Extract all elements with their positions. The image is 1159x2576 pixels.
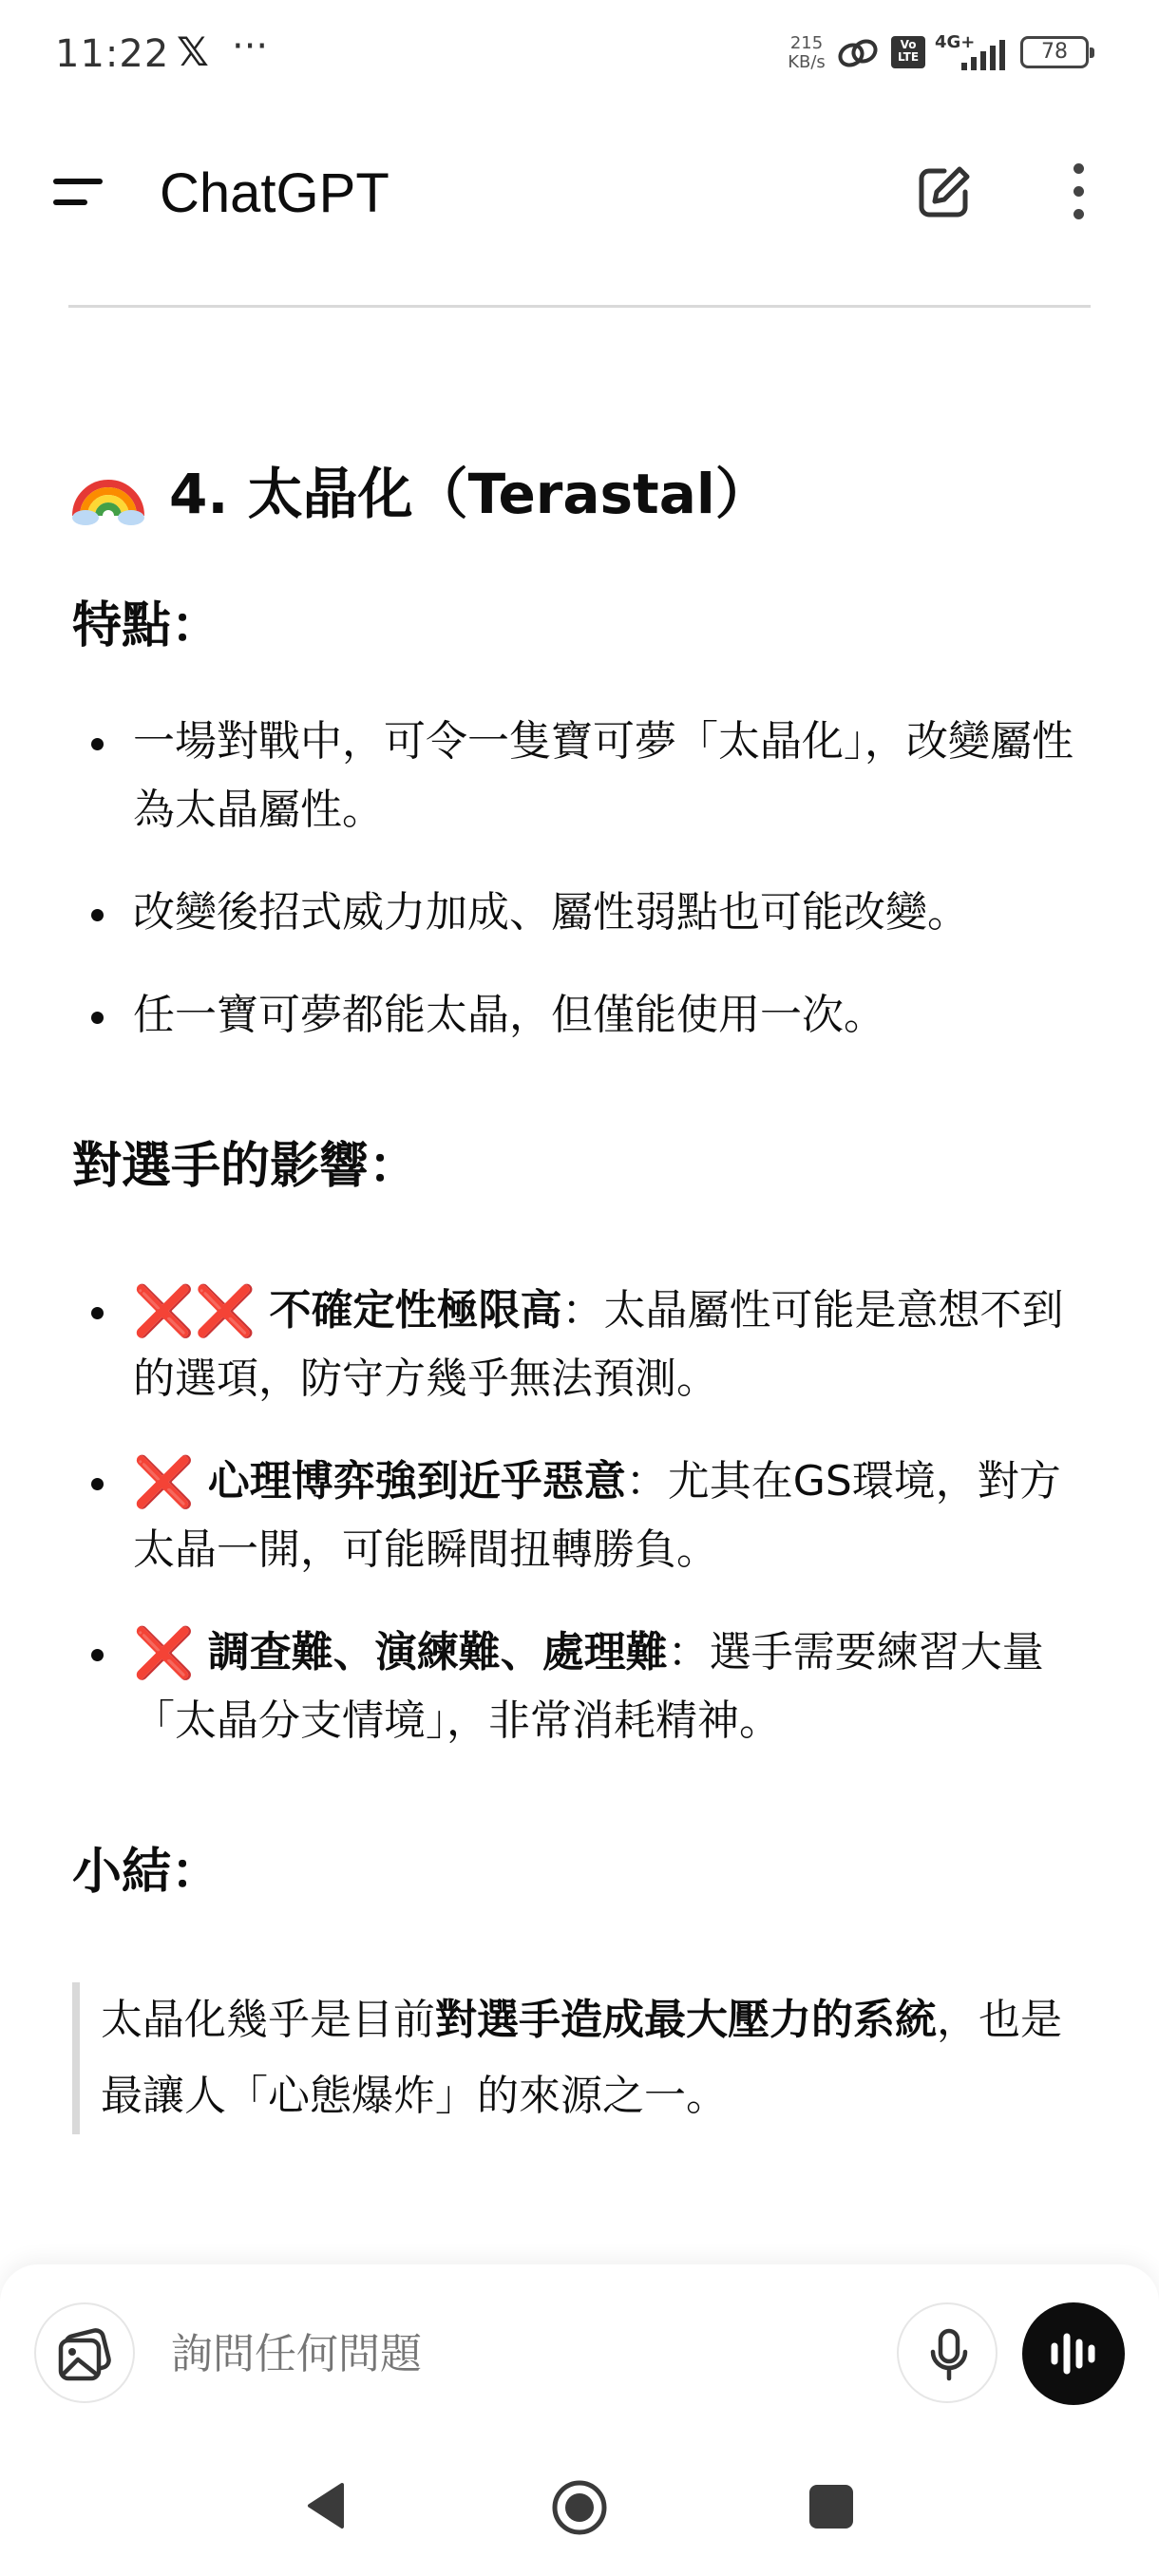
list-item: 改變後招式威力加成、屬性弱點也可能改變。	[72, 879, 1089, 947]
network-speed-unit: KB/s	[788, 52, 826, 72]
recent-apps-icon[interactable]	[809, 2485, 853, 2529]
assistant-message	[72, 437, 1089, 2134]
section-heading-text: 4. 太晶化（Terastal）	[169, 462, 770, 526]
summary-bold: 對選手造成最大壓力的系統	[435, 1996, 937, 2044]
back-icon[interactable]	[300, 2479, 353, 2532]
list-item	[72, 1619, 1089, 1755]
section-heading	[72, 437, 1089, 541]
voice-mode-button[interactable]	[1022, 2302, 1125, 2405]
list-item: 一場對戰中，可令一隻寶可夢「太晶化」，改變屬性為太晶屬性。	[72, 708, 1089, 844]
summary-blockquote	[72, 1982, 1089, 2134]
hotspot-link-icon	[836, 34, 880, 72]
more-notifications-icon: ···	[232, 25, 269, 68]
impact-heading: 對選手的影響：	[72, 1138, 419, 1195]
network-speed-value: 215	[789, 33, 824, 53]
network-type: 4G+	[935, 32, 976, 52]
volte-line-1: Vo	[900, 38, 917, 51]
menu-icon[interactable]	[53, 173, 106, 211]
volte-icon	[891, 36, 925, 68]
system-nav-bar	[0, 2454, 1159, 2576]
impact-title: 心理博弈強到近乎惡意	[207, 1457, 626, 1506]
kebab-menu-icon[interactable]	[1064, 161, 1092, 224]
app-title: ChatGPT	[160, 162, 390, 224]
attach-button[interactable]	[34, 2302, 135, 2403]
app-header	[0, 104, 1159, 285]
rainbow-icon	[72, 453, 144, 525]
features-list	[72, 708, 1089, 1050]
summary-heading: 小結：	[72, 1844, 221, 1901]
volte-line-2: LTE	[897, 50, 920, 64]
cross-mark-icon: ❌	[133, 1454, 195, 1511]
impact-text: ：選手需要練習大量「太晶分支情境」，非常消耗精神。	[133, 1628, 1044, 1745]
status-time: 11:22	[55, 32, 170, 76]
impact-text: ：尤其在GS環境，對方太晶一開，可能瞬間扭轉勝負。	[133, 1457, 1061, 1574]
list-item	[72, 1448, 1089, 1584]
image-attach-icon	[36, 2304, 137, 2405]
x-app-icon: 𝕏	[177, 28, 209, 75]
edit-icon[interactable]	[912, 161, 975, 224]
cross-mark-icon: ❌❌	[133, 1283, 256, 1340]
list-item: 任一寶可夢都能太晶，但僅能使用一次。	[72, 981, 1089, 1050]
message-divider	[68, 305, 1091, 308]
battery-icon: 78	[1020, 36, 1089, 68]
cross-mark-icon: ❌	[133, 1625, 195, 1682]
network-speed	[785, 34, 828, 72]
list-item	[72, 1277, 1089, 1413]
microphone-icon	[899, 2304, 999, 2405]
impact-list	[72, 1277, 1089, 1755]
impact-title: 調查難、演練難、處理難	[207, 1628, 668, 1676]
summary-prefix: 太晶化幾乎是目前	[101, 1996, 435, 2044]
summary-suffix: ，也是最讓人「心態爆炸」的來源之一。	[101, 1996, 1062, 2120]
composer-bar	[0, 2264, 1159, 2454]
home-icon[interactable]	[551, 2479, 608, 2536]
status-bar	[0, 0, 1159, 104]
impact-text: ：太晶屬性可能是意想不到的選項，防守方幾乎無法預測。	[133, 1286, 1064, 1403]
voice-waveform-icon	[1022, 2302, 1125, 2405]
impact-title: 不確定性極限高	[269, 1286, 562, 1335]
signal-strength-icon	[960, 40, 1009, 70]
features-heading: 特點：	[72, 597, 221, 654]
prompt-input[interactable]	[171, 2318, 855, 2390]
microphone-button[interactable]	[897, 2302, 998, 2403]
